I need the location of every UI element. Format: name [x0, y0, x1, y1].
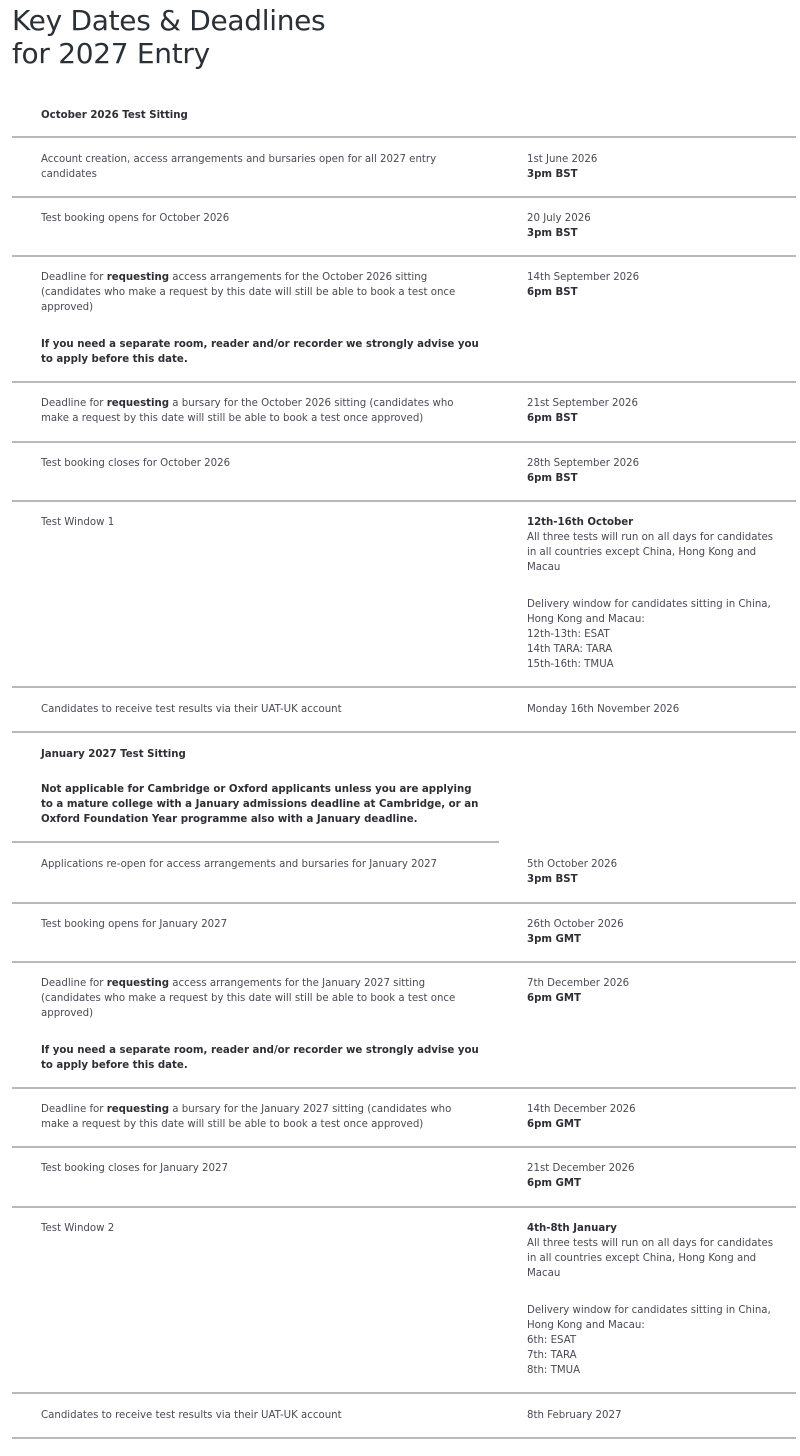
table-row: [12, 198, 796, 257]
section-heading-text: October 2026 Test Sitting: [41, 110, 188, 121]
table-row: [12, 963, 796, 1089]
row-description: Account creation, access arrangements and bursaries open for all 2027 entry candidates: [41, 154, 437, 180]
delivery-item: 15th-16th: TMUA: [527, 659, 614, 670]
desc-text: Deadline for: [41, 978, 107, 989]
row-description: Test Window 2: [41, 1223, 115, 1234]
delivery-intro: Delivery window for candidates sitting in China, Hong Kong and Macau:: [527, 599, 771, 625]
date-text: Monday 16th November 2026: [527, 704, 680, 715]
table-row: [12, 1394, 796, 1439]
section-heading-january: [12, 733, 796, 845]
window-title: 4th-8th January: [527, 1223, 617, 1234]
date-text: 7th December 2026: [527, 978, 630, 989]
table-row-test-window: [12, 502, 796, 688]
desc-text: a bursary for the January 2027 sitting (candidates who make a request by this date will still be able to book a test once approved): [41, 1104, 452, 1130]
row-description: [41, 1102, 481, 1132]
row-date: [527, 1408, 777, 1423]
desc-text: Deadline for: [41, 272, 107, 283]
row-date: [527, 702, 777, 717]
time-text: 3pm BST: [527, 228, 578, 239]
table-row: [12, 1148, 796, 1208]
desc-text: access arrangements for the January 2027 sitting (candidates who make a request by this date will still be able to book a test once approved): [41, 978, 456, 1019]
title-line-1: Key Dates & Deadlines: [12, 4, 326, 37]
delivery-item: 8th: TMUA: [527, 1365, 581, 1376]
table-row-test-window: [12, 1208, 796, 1394]
applicability-notice: Not applicable for Cambridge or Oxford applicants unless you are applying to a mature college with a January admissions deadline at Cambridge, or an Oxford Foundation Year programme also with a January deadline.: [41, 784, 479, 825]
title-line-2: for 2027 Entry: [12, 37, 210, 70]
row-date: [527, 976, 777, 1006]
desc-emphasis: requesting: [106, 272, 170, 283]
row-date: [527, 211, 777, 241]
table-row: [12, 845, 796, 904]
row-date: [527, 270, 777, 300]
desc-text: a bursary for the October 2026 sitting (candidates who make a request by this date will still be able to book a test once approved): [41, 398, 454, 424]
date-text: 20 July 2026: [527, 213, 591, 224]
advisory-note: If you need a separate room, reader and/or recorder we strongly advise you to apply before this date.: [41, 1045, 479, 1071]
table-row: [12, 688, 796, 733]
row-date: [527, 456, 777, 486]
desc-emphasis: requesting: [106, 398, 170, 409]
delivery-item: 6th: ESAT: [527, 1335, 577, 1346]
row-description: [41, 396, 481, 426]
desc-emphasis: requesting: [106, 978, 170, 989]
desc-text: Deadline for: [41, 398, 107, 409]
section-heading-text: January 2027 Test Sitting: [41, 749, 186, 760]
row-description: Test Window 1: [41, 517, 115, 528]
row-description: Applications re-open for access arrangements and bursaries for January 2027: [41, 859, 438, 870]
advisory-note: If you need a separate room, reader and/or recorder we strongly advise you to apply before this date.: [41, 339, 479, 365]
row-description: [41, 976, 481, 1073]
row-date: [527, 396, 777, 426]
time-text: 6pm GMT: [527, 1178, 581, 1189]
time-text: 3pm GMT: [527, 934, 581, 945]
delivery-item: 7th: TARA: [527, 1350, 577, 1361]
date-text: 5th October 2026: [527, 859, 618, 870]
row-date: [527, 1161, 777, 1191]
desc-text: Deadline for: [41, 1104, 107, 1115]
table-row: [12, 1089, 796, 1148]
row-description: Candidates to receive test results via their UAT-UK account: [41, 704, 342, 715]
row-description: Candidates to receive test results via their UAT-UK account: [41, 1410, 342, 1421]
test-window-details: [527, 515, 777, 672]
date-text: 26th October 2026: [527, 919, 624, 930]
row-date: [527, 917, 777, 947]
delivery-item: 14th TARA: TARA: [527, 644, 613, 655]
table-row: [12, 383, 796, 443]
time-text: 3pm BST: [527, 874, 578, 885]
row-description: Test booking closes for January 2027: [41, 1163, 228, 1174]
time-text: 3pm BST: [527, 169, 578, 180]
window-text: All three tests will run on all days for candidates in all countries except China, Hong Kong and Macau: [527, 1238, 774, 1279]
time-text: 6pm GMT: [527, 993, 581, 1004]
time-text: 6pm BST: [527, 473, 578, 484]
date-text: 21st December 2026: [527, 1163, 635, 1174]
desc-text: access arrangements for the October 2026 sitting (candidates who make a request by this date will still be able to book a test once approved): [41, 272, 456, 313]
table-row: [12, 138, 796, 198]
row-description: Test booking opens for January 2027: [41, 919, 228, 930]
date-text: 1st June 2026: [527, 154, 598, 165]
desc-emphasis: requesting: [106, 1104, 170, 1115]
row-description: [41, 270, 481, 367]
table-row: [12, 443, 796, 502]
test-window-details: [527, 1221, 777, 1378]
divider: [12, 841, 499, 843]
date-text: 14th September 2026: [527, 272, 640, 283]
window-text: All three tests will run on all days for candidates in all countries except China, Hong Kong and Macau: [527, 532, 774, 573]
window-title: 12th-16th October: [527, 517, 634, 528]
row-description: Test booking closes for October 2026: [41, 458, 231, 469]
time-text: 6pm GMT: [527, 1119, 581, 1130]
time-text: 6pm BST: [527, 287, 578, 298]
date-text: 28th September 2026: [527, 458, 640, 469]
delivery-intro: Delivery window for candidates sitting in China, Hong Kong and Macau:: [527, 1305, 771, 1331]
row-description: Test booking opens for October 2026: [41, 213, 230, 224]
date-text: 8th February 2027: [527, 1410, 622, 1421]
row-date: [527, 152, 777, 182]
date-text: 14th December 2026: [527, 1104, 636, 1115]
row-date: [527, 857, 777, 887]
delivery-item: 12th-13th: ESAT: [527, 629, 610, 640]
time-text: 6pm BST: [527, 413, 578, 424]
table-row: [12, 257, 796, 383]
date-text: 21st September 2026: [527, 398, 638, 409]
row-date: [527, 1102, 777, 1132]
page-title: [12, 4, 325, 70]
section-heading-october: [12, 98, 796, 138]
table-row: [12, 904, 796, 963]
